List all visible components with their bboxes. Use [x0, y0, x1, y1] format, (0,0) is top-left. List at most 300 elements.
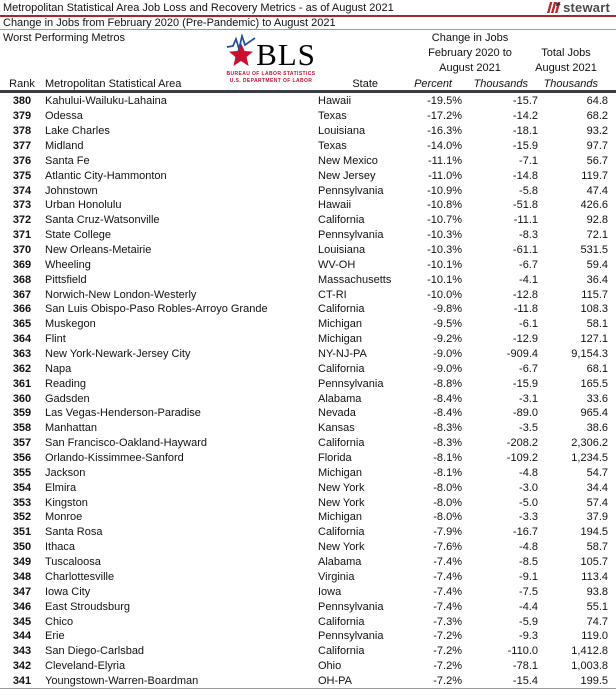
- total-jobs-cell: 56.7: [586, 154, 608, 167]
- msa-cell: Monroe: [45, 511, 83, 524]
- table-row: [4, 406, 608, 421]
- percent-change-cell: -8.1%: [433, 452, 462, 465]
- rank-cell: 363: [12, 348, 32, 361]
- thousands-change-cell: -109.2: [506, 452, 538, 465]
- rank-cell: 343: [12, 645, 32, 658]
- rank-cell: 373: [12, 199, 32, 212]
- total-jobs-cell: 55.1: [586, 600, 608, 613]
- thousands-change-cell: -15.4: [512, 674, 538, 687]
- state-cell: NY-NJ-PA: [318, 348, 367, 361]
- percent-change-cell: -10.1%: [427, 273, 462, 286]
- total-jobs-cell: 194.5: [580, 526, 608, 539]
- section-label: Worst Performing Metros: [3, 32, 126, 44]
- percent-change-cell: -10.1%: [427, 258, 462, 271]
- group-header-line: Change in Jobs: [431, 32, 509, 44]
- msa-cell: Tuscaloosa: [45, 556, 101, 569]
- table-row: [4, 153, 608, 168]
- msa-cell: Las Vegas-Henderson-Paradise: [45, 407, 201, 420]
- thousands-change-cell: -16.7: [512, 526, 538, 539]
- table-row: [4, 213, 608, 228]
- thousands-change-cell: -3.0: [519, 481, 538, 494]
- state-cell: Hawaii: [318, 95, 352, 108]
- report-subtitle: Change in Jobs from February 2020 (Pre-Pandemic) to August 2021: [0, 17, 616, 30]
- rank-cell: 378: [12, 125, 32, 138]
- bls-department-line: U.S. DEPARTMENT OF LABOR: [229, 78, 313, 84]
- msa-cell: Gadsden: [45, 392, 90, 405]
- rank-cell: 341: [12, 674, 32, 687]
- total-jobs-group-header: [524, 46, 608, 76]
- state-cell: Michigan: [318, 466, 363, 479]
- msa-cell: New Orleans-Metairie: [45, 244, 152, 257]
- table-row: [4, 421, 608, 436]
- state-cell: Michigan: [318, 333, 363, 346]
- table-row: [4, 287, 608, 302]
- state-cell: Ohio: [318, 660, 342, 673]
- msa-cell: Napa: [45, 362, 72, 375]
- thousands-change-cell: -6.7: [519, 362, 538, 375]
- percent-change-cell: -8.8%: [433, 377, 462, 390]
- percent-change-cell: -7.6%: [433, 541, 462, 554]
- state-cell: OH-PA: [318, 674, 353, 687]
- state-cell: Louisiana: [318, 244, 366, 257]
- msa-cell: State College: [45, 229, 112, 242]
- total-jobs-cell: 127.1: [580, 333, 608, 346]
- msa-cell: San Luis Obispo-Paso Robles-Arroyo Grande: [45, 303, 268, 316]
- total-jobs-cell: 38.6: [586, 422, 608, 435]
- rank-cell: 367: [12, 288, 32, 301]
- table-row: [4, 510, 608, 525]
- total-jobs-cell: 1,003.8: [571, 660, 608, 673]
- total-jobs-cell: 92.8: [586, 214, 608, 227]
- percent-change-cell: -10.7%: [427, 214, 462, 227]
- msa-cell: Ithaca: [45, 541, 75, 554]
- thousands-change-cell: -7.5: [519, 585, 538, 598]
- thousands-change-cell: -3.1: [519, 392, 538, 405]
- msa-cell: Reading: [45, 377, 86, 390]
- thousands-change-cell: -11.1: [513, 214, 538, 227]
- state-cell: Nevada: [318, 407, 356, 420]
- msa-cell: Atlantic City-Hammonton: [45, 169, 167, 182]
- total-jobs-cell: 64.8: [586, 95, 608, 108]
- msa-cell: Erie: [45, 630, 65, 643]
- msa-cell: Lake Charles: [45, 125, 110, 138]
- rank-cell: 380: [12, 95, 32, 108]
- msa-cell: New York-Newark-Jersey City: [45, 348, 191, 361]
- total-jobs-cell: 36.4: [586, 273, 608, 286]
- msa-cell: Norwich-New London-Westerly: [45, 288, 197, 301]
- percent-change-cell: -8.0%: [433, 496, 462, 509]
- thousands-change-cell: -5.0: [519, 496, 538, 509]
- table-header: [0, 30, 616, 93]
- total-jobs-cell: 34.4: [586, 481, 608, 494]
- table-row: [4, 525, 608, 540]
- table-row: [4, 570, 608, 585]
- total-jobs-cell: 54.7: [586, 466, 608, 479]
- state-cell: WV-OH: [318, 258, 356, 271]
- total-jobs-cell: 68.1: [586, 362, 608, 375]
- rank-cell: 369: [12, 258, 32, 271]
- table-row: [4, 168, 608, 183]
- total-jobs-cell: 97.7: [586, 140, 608, 152]
- rank-cell: 347: [12, 585, 32, 598]
- percent-change-cell: -7.4%: [433, 570, 462, 583]
- thousands-change-cell: -9.3: [519, 630, 538, 643]
- thousands-change-cell: -14.8: [512, 169, 538, 182]
- thousands-change-cell: -110.0: [507, 645, 538, 658]
- total-jobs-cell: 965.4: [580, 407, 608, 420]
- percent-change-cell: -7.2%: [433, 630, 462, 643]
- msa-cell: Charlottesville: [45, 570, 115, 583]
- thousands-change-cell: -14.2: [512, 110, 538, 123]
- state-cell: California: [318, 214, 365, 227]
- table-row: [4, 644, 608, 659]
- thousands-column-header: Thousands: [473, 78, 528, 90]
- table-row: [4, 94, 608, 109]
- state-cell: Alabama: [318, 392, 362, 405]
- rank-cell: 379: [12, 110, 32, 123]
- state-cell: California: [318, 526, 365, 539]
- msa-cell: Kahului-Wailuku-Lahaina: [45, 95, 167, 108]
- group-header-line: Total Jobs: [541, 47, 591, 59]
- percent-change-cell: -14.0%: [427, 140, 462, 152]
- percent-change-cell: -10.3%: [427, 244, 462, 257]
- stewart-triple-slash-icon: [545, 1, 561, 14]
- state-cell: Alabama: [318, 556, 362, 569]
- total-jobs-cell: 113.4: [581, 570, 608, 583]
- msa-cell: Muskegon: [45, 318, 96, 331]
- rank-cell: 376: [12, 154, 32, 167]
- rank-cell: 364: [12, 333, 32, 346]
- total-jobs-cell: 93.2: [586, 125, 608, 138]
- percent-change-cell: -8.3%: [433, 437, 462, 450]
- percent-change-cell: -9.0%: [433, 348, 462, 361]
- msa-cell: Orlando-Kissimmee-Sanford: [45, 452, 184, 465]
- percent-change-cell: -7.3%: [433, 615, 462, 628]
- table-row: [4, 584, 608, 599]
- total-jobs-cell: 119.7: [581, 169, 608, 182]
- rank-cell: 353: [12, 496, 32, 509]
- percent-change-cell: -19.5%: [427, 95, 462, 108]
- rank-cell: 342: [12, 660, 32, 673]
- percent-change-cell: -7.2%: [433, 660, 462, 673]
- thousands-change-cell: -4.4: [519, 600, 538, 613]
- table-row: [4, 436, 608, 451]
- bls-star-icon: [226, 34, 256, 70]
- rank-cell: 356: [12, 452, 32, 465]
- rank-cell: 370: [12, 244, 32, 257]
- percent-change-cell: -7.4%: [433, 585, 462, 598]
- msa-cell: Jackson: [45, 466, 86, 479]
- rank-cell: 352: [12, 511, 32, 524]
- percent-change-cell: -9.0%: [433, 362, 462, 375]
- thousands-change-cell: -3.5: [519, 422, 538, 435]
- rank-cell: 346: [12, 600, 32, 613]
- table-row: [4, 451, 608, 466]
- msa-cell: Johnstown: [45, 184, 98, 197]
- rank-cell: 355: [12, 466, 32, 479]
- state-cell: Virginia: [318, 570, 355, 583]
- total-jobs-cell: 93.8: [586, 585, 608, 598]
- table-row: [4, 139, 608, 154]
- msa-cell: Youngstown-Warren-Boardman: [45, 674, 199, 687]
- total-jobs-cell: 115.7: [581, 288, 608, 301]
- total-jobs-cell: 199.5: [580, 674, 608, 687]
- percent-change-cell: -17.2%: [427, 110, 462, 123]
- rank-cell: 365: [12, 318, 32, 331]
- thousands-change-cell: -12.8: [512, 288, 538, 301]
- msa-cell: San Francisco-Oakland-Hayward: [45, 437, 208, 450]
- rank-cell: 357: [12, 437, 32, 450]
- msa-cell: Kingston: [45, 496, 88, 509]
- rank-cell: 375: [12, 169, 32, 182]
- percent-change-cell: -7.9%: [433, 526, 462, 539]
- percent-change-cell: -7.2%: [433, 674, 462, 687]
- state-cell: Hawaii: [318, 199, 352, 212]
- msa-column-header: Metropolitan Statistical Area: [45, 78, 182, 90]
- total-jobs-cell: 1,234.5: [571, 452, 608, 465]
- table-row: [4, 228, 608, 243]
- percent-change-cell: -7.4%: [433, 556, 462, 569]
- total-jobs-cell: 426.6: [580, 199, 608, 212]
- state-cell: Texas: [318, 110, 347, 123]
- state-cell: Pennsylvania: [318, 229, 384, 242]
- group-header-line: August 2021: [535, 62, 597, 74]
- msa-cell: Santa Rosa: [45, 526, 103, 539]
- state-cell: California: [318, 362, 365, 375]
- percent-change-cell: -10.8%: [427, 199, 462, 212]
- thousands-change-cell: -4.1: [519, 273, 538, 286]
- thousands-change-cell: -18.1: [512, 125, 538, 138]
- thousands-change-cell: -8.5: [519, 556, 538, 569]
- thousands-change-cell: -11.8: [513, 303, 538, 316]
- total-jobs-cell: 2,306.2: [571, 437, 608, 450]
- msa-cell: Wheeling: [45, 258, 91, 271]
- table-row: [4, 465, 608, 480]
- state-cell: CT-RI: [318, 288, 347, 301]
- state-cell: New Jersey: [318, 169, 376, 182]
- msa-cell: Pittsfield: [45, 273, 87, 286]
- thousands-change-cell: -89.0: [512, 407, 538, 420]
- rank-cell: 351: [12, 526, 32, 539]
- table-row: [4, 124, 608, 139]
- percent-change-cell: -10.9%: [427, 184, 462, 197]
- table-row: [4, 659, 608, 674]
- total-jobs-cell: 1,412.8: [571, 645, 608, 658]
- percent-change-cell: -9.8%: [433, 303, 462, 316]
- state-cell: Michigan: [318, 511, 363, 524]
- percent-change-cell: -11.1%: [427, 154, 462, 167]
- msa-cell: Santa Cruz-Watsonville: [45, 214, 160, 227]
- total-jobs-cell: 37.9: [586, 511, 608, 524]
- total-jobs-cell: 33.6: [586, 392, 608, 405]
- msa-cell: Elmira: [45, 481, 77, 494]
- rank-cell: 372: [12, 214, 32, 227]
- percent-change-cell: -8.0%: [433, 481, 462, 494]
- thousands-change-cell: -8.3: [519, 229, 538, 242]
- rank-cell: 350: [12, 541, 32, 554]
- thousands-change-cell: -909.4: [506, 348, 538, 361]
- table-row: [4, 272, 608, 287]
- percent-change-cell: -7.2%: [433, 645, 462, 658]
- msa-cell: Urban Honolulu: [45, 199, 122, 212]
- thousands-change-cell: -7.1: [519, 154, 538, 167]
- table-row: [4, 183, 608, 198]
- thousands-change-cell: -61.1: [512, 244, 538, 257]
- thousands-change-cell: -5.8: [519, 184, 538, 197]
- state-cell: New Mexico: [318, 154, 378, 167]
- thousands-change-cell: -6.1: [519, 318, 538, 331]
- title-bar: [0, 0, 616, 17]
- thousands-change-cell: -12.9: [512, 333, 538, 346]
- state-cell: New York: [318, 541, 365, 554]
- percent-column-header: Percent: [414, 78, 452, 90]
- thousands-change-cell: -4.8: [519, 466, 538, 479]
- total-jobs-cell: 165.5: [580, 377, 608, 390]
- msa-cell: Manhattan: [45, 422, 97, 435]
- stewart-wordmark: stewart: [563, 0, 610, 15]
- thousands-change-cell: -51.8: [512, 199, 538, 212]
- rank-cell: 366: [12, 303, 32, 316]
- rank-cell: 348: [12, 570, 32, 583]
- total-jobs-cell: 531.5: [580, 244, 608, 257]
- state-cell: Michigan: [318, 318, 363, 331]
- rank-cell: 362: [12, 362, 32, 375]
- thousands-change-cell: -6.7: [519, 258, 538, 271]
- state-cell: Pennsylvania: [318, 377, 384, 390]
- state-cell: California: [318, 303, 365, 316]
- total-jobs-cell: 105.7: [580, 556, 608, 569]
- percent-change-cell: -9.5%: [433, 318, 462, 331]
- table-row: [4, 198, 608, 213]
- rank-cell: 354: [12, 481, 32, 494]
- msa-cell: San Diego-Carlsbad: [45, 645, 145, 658]
- rank-cell: 360: [12, 392, 32, 405]
- state-cell: Pennsylvania: [318, 184, 384, 197]
- msa-cell: Iowa City: [45, 585, 91, 598]
- total-thousands-column-header: Thousands: [543, 78, 598, 90]
- group-header-line: August 2021: [439, 62, 501, 74]
- percent-change-cell: -16.3%: [427, 125, 462, 138]
- rank-cell: 359: [12, 407, 32, 420]
- state-cell: California: [318, 437, 365, 450]
- percent-change-cell: -7.4%: [433, 600, 462, 613]
- state-cell: New York: [318, 496, 365, 509]
- table-row: [4, 302, 608, 317]
- percent-change-cell: -9.2%: [433, 333, 462, 346]
- table-row: [4, 376, 608, 391]
- rank-cell: 358: [12, 422, 32, 435]
- msa-cell: Flint: [45, 333, 66, 346]
- total-jobs-cell: 74.7: [586, 615, 608, 628]
- table-row: [4, 361, 608, 376]
- thousands-change-cell: -15.9: [512, 140, 538, 152]
- total-jobs-cell: 119.0: [581, 630, 608, 643]
- bls-acronym: BLS: [256, 37, 316, 72]
- total-jobs-cell: 47.4: [586, 184, 608, 197]
- msa-cell: Odessa: [45, 110, 83, 123]
- table-row: [4, 347, 608, 362]
- total-jobs-cell: 108.3: [580, 303, 608, 316]
- total-jobs-cell: 57.4: [586, 496, 608, 509]
- total-jobs-cell: 59.4: [586, 258, 608, 271]
- rank-cell: 368: [12, 273, 32, 286]
- column-headers: [4, 75, 608, 90]
- state-cell: Louisiana: [318, 125, 366, 138]
- rank-cell: 345: [12, 615, 32, 628]
- percent-change-cell: -8.4%: [433, 407, 462, 420]
- table-body: [0, 93, 616, 688]
- percent-change-cell: -8.1%: [433, 466, 462, 479]
- table-row: [4, 614, 608, 629]
- table-row: [4, 317, 608, 332]
- state-cell: California: [318, 645, 365, 658]
- rank-column-header: Rank: [9, 78, 35, 90]
- total-jobs-cell: 68.2: [586, 110, 608, 123]
- msa-cell: Midland: [45, 140, 84, 152]
- state-cell: Kansas: [318, 422, 355, 435]
- state-cell: Florida: [318, 452, 352, 465]
- rank-cell: 374: [12, 184, 32, 197]
- rank-cell: 377: [12, 140, 32, 152]
- group-header-line: February 2020 to: [428, 47, 512, 59]
- table-row: [4, 555, 608, 570]
- total-jobs-cell: 58.7: [586, 541, 608, 554]
- table-row: [4, 599, 608, 614]
- state-cell: Massachusetts: [318, 273, 392, 286]
- thousands-change-cell: -208.2: [506, 437, 538, 450]
- stewart-logo: [545, 0, 610, 15]
- thousands-change-cell: -9.1: [519, 570, 538, 583]
- thousands-change-cell: -15.9: [512, 377, 538, 390]
- percent-change-cell: -8.3%: [433, 422, 462, 435]
- table-row: [4, 332, 608, 347]
- total-jobs-cell: 72.1: [586, 229, 608, 242]
- table-row: [4, 257, 608, 272]
- total-jobs-cell: 9,154.3: [571, 348, 608, 361]
- change-in-jobs-group-header: [398, 31, 542, 76]
- page-title: Metropolitan Statistical Area Job Loss and Recovery Metrics - as of August 2021: [3, 1, 394, 14]
- percent-change-cell: -10.0%: [427, 288, 462, 301]
- msa-cell: Santa Fe: [45, 154, 90, 167]
- percent-change-cell: -11.0%: [427, 169, 462, 182]
- msa-cell: Chico: [45, 615, 74, 628]
- thousands-change-cell: -3.3: [519, 511, 538, 524]
- state-cell: Iowa: [318, 585, 342, 598]
- percent-change-cell: -8.4%: [433, 392, 462, 405]
- table-row: [4, 243, 608, 258]
- table-row: [4, 674, 608, 689]
- rank-cell: 349: [12, 556, 32, 569]
- rank-cell: 361: [12, 377, 32, 390]
- state-cell: California: [318, 615, 365, 628]
- table-row: [4, 629, 608, 644]
- thousands-change-cell: -15.7: [512, 95, 538, 108]
- rank-cell: 371: [12, 229, 32, 242]
- table-bottom-rule: [0, 688, 616, 689]
- state-cell: New York: [318, 481, 365, 494]
- state-cell: Texas: [318, 140, 347, 152]
- rank-cell: 344: [12, 630, 32, 643]
- bls-bureau-line: BUREAU OF LABOR STATISTICS: [226, 71, 316, 77]
- total-jobs-cell: 58.1: [586, 318, 608, 331]
- state-cell: Pennsylvania: [318, 630, 384, 643]
- table-row: [4, 495, 608, 510]
- msa-cell: Cleveland-Elyria: [45, 660, 126, 673]
- percent-change-cell: -10.3%: [427, 229, 462, 242]
- percent-change-cell: -8.0%: [433, 511, 462, 524]
- table-row: [4, 540, 608, 555]
- thousands-change-cell: -4.8: [519, 541, 538, 554]
